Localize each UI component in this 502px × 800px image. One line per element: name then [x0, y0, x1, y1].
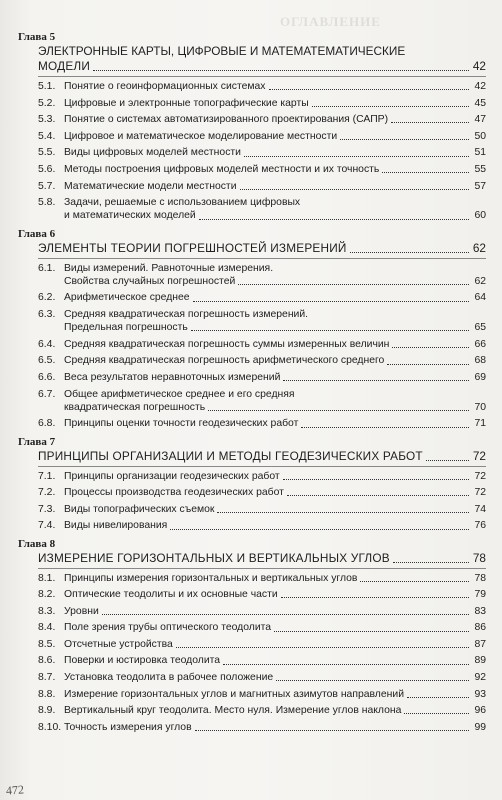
section-title: Виды цифровых моделей местности: [64, 147, 241, 159]
section-page-number: 92: [474, 672, 486, 684]
section-title: Средняя квадратическая погрешность измерений.: [64, 308, 309, 320]
section-number: 8.4.: [38, 622, 56, 634]
section-page-number: 99: [474, 721, 486, 733]
section-number: 6.5.: [38, 355, 56, 367]
section-page-number: 89: [474, 655, 486, 667]
dot-leader: [340, 139, 469, 140]
table-of-contents: [18, 30, 486, 738]
chapter-section: [18, 30, 486, 223]
toc-entry[interactable]: [38, 388, 486, 414]
section-page-number: 71: [474, 418, 486, 430]
chapter-page-number: 78: [472, 550, 486, 565]
dot-leader: [301, 427, 469, 428]
section-title: и математических моделей: [64, 210, 196, 222]
toc-entry[interactable]: [38, 503, 486, 516]
chapter-section: [18, 537, 486, 735]
section-title: Оптические теодолиты и их основные части: [64, 589, 278, 601]
section-title: Предельная погрешность: [64, 322, 188, 334]
section-title: Понятие о геоинформационных системах: [64, 81, 266, 92]
section-number: 5.3.: [38, 114, 56, 126]
toc-entry[interactable]: [38, 180, 486, 193]
section-title: Методы построения цифровых моделей местности и их точность: [64, 163, 380, 175]
section-page-number: 42: [474, 81, 486, 92]
section-number: 8.1.: [38, 572, 56, 584]
dot-leader: [240, 189, 470, 190]
chapter-title-text: ИЗМЕРЕНИЕ ГОРИЗОНТАЛЬНЫХ И ВЕРТИКАЛЬНЫХ УГЛОВ: [38, 550, 390, 565]
section-number: 5.7.: [38, 180, 56, 192]
toc-entry[interactable]: [38, 519, 486, 532]
section-list: [38, 262, 486, 431]
section-number: 5.2.: [38, 97, 56, 109]
section-number: 8.5.: [38, 638, 56, 650]
chapter-section: [18, 227, 486, 431]
dot-leader: [195, 730, 469, 731]
chapter-title-text: МОДЕЛИ: [38, 59, 91, 73]
section-page-number: 66: [474, 338, 486, 350]
toc-entry[interactable]: [38, 572, 486, 585]
section-page-number: 50: [474, 130, 486, 142]
section-page-number: 78: [474, 572, 486, 584]
section-title: Вертикальный круг теодолита. Место нуля. Измерение углов наклона: [64, 705, 402, 717]
section-list: [38, 572, 486, 735]
section-title: Принципы измерения горизонтальных и вертикальных углов: [64, 572, 358, 584]
dot-leader: [269, 89, 470, 90]
dot-leader: [244, 156, 469, 157]
section-page-number: 51: [474, 147, 486, 159]
section-title: Процессы производства геодезических работ: [64, 487, 284, 499]
chapter-section: [18, 435, 486, 533]
section-number: 5.5.: [38, 147, 56, 159]
section-page-number: 72: [474, 470, 486, 482]
toc-entry[interactable]: [38, 671, 486, 684]
chapter-rule: [38, 76, 486, 77]
chapter-title[interactable]: [38, 449, 486, 464]
section-page-number: 70: [474, 401, 486, 413]
section-title: Математические модели местности: [64, 180, 237, 192]
toc-entry[interactable]: [38, 163, 486, 176]
section-number: 7.4.: [38, 520, 56, 532]
chapter-title[interactable]: [38, 59, 486, 74]
toc-entry[interactable]: [38, 688, 486, 701]
toc-entry[interactable]: [38, 308, 486, 334]
section-title: Общее арифметическое среднее и его средняя: [64, 388, 295, 400]
section-page-number: 62: [474, 275, 486, 287]
dot-leader: [199, 219, 469, 220]
section-title: Свойства случайных погрешностей: [64, 275, 236, 287]
dot-leader: [350, 252, 469, 253]
section-page-number: 74: [474, 503, 486, 515]
dot-leader: [223, 664, 469, 665]
chapter-rule: [38, 568, 486, 569]
section-page-number: 83: [474, 605, 486, 617]
toc-entry[interactable]: [38, 113, 486, 126]
chapter-title-text: ЭЛЕКТРОННЫЕ КАРТЫ, ЦИФРОВЫЕ И МАТЕМАТЕМАТИЧЕСКИЕ: [38, 44, 406, 58]
toc-entry[interactable]: [38, 638, 486, 651]
section-number: 5.6.: [38, 163, 56, 175]
section-number: 8.2.: [38, 589, 56, 601]
section-page-number: 65: [474, 322, 486, 334]
section-title: Отсчетные устройства: [64, 638, 173, 650]
section-page-number: 76: [474, 520, 486, 532]
section-title: Виды топографических съемок: [64, 503, 215, 515]
section-page-number: 96: [474, 705, 486, 717]
toc-entry[interactable]: [38, 262, 486, 288]
section-title: Поверки и юстировка теодолита: [64, 655, 221, 667]
section-number: 8.3.: [38, 605, 56, 617]
dot-leader: [360, 581, 469, 582]
toc-entry[interactable]: [38, 196, 486, 222]
section-title: Принципы оценки точности геодезических работ: [64, 418, 299, 430]
dot-leader: [170, 529, 469, 530]
dot-leader: [392, 347, 469, 348]
toc-entry[interactable]: [38, 97, 486, 110]
section-number: 5.1.: [38, 81, 56, 92]
section-number: 6.4.: [38, 338, 56, 350]
section-page-number: 45: [474, 97, 486, 109]
dot-leader: [217, 512, 469, 513]
dot-leader: [393, 562, 469, 563]
dot-leader: [426, 460, 469, 461]
dot-leader: [193, 301, 469, 302]
section-number: 5.4.: [38, 130, 56, 142]
toc-entry[interactable]: [38, 486, 486, 499]
chapter-page-number: 62: [472, 240, 486, 255]
chapter-page-number: 72: [472, 448, 486, 463]
dot-leader: [102, 614, 469, 615]
chapter-rule: [38, 466, 486, 467]
dot-leader: [283, 380, 469, 381]
chapter-title-text: ЭЛЕМЕНТЫ ТЕОРИИ ПОГРЕШНОСТЕЙ ИЗМЕРЕНИЙ: [38, 240, 347, 255]
chapter-label: Глава 6: [18, 227, 56, 240]
dot-leader: [283, 479, 469, 480]
dot-leader: [404, 713, 469, 714]
dot-leader: [312, 106, 469, 107]
toc-entry[interactable]: [38, 354, 486, 367]
section-number: 7.2.: [38, 487, 56, 499]
section-title: Принципы организации геодезических работ: [64, 470, 280, 482]
section-title: Виды измерений. Равноточные измерения.: [64, 262, 274, 274]
section-number: 6.1.: [38, 262, 56, 274]
toc-entry[interactable]: [38, 704, 486, 717]
section-title: Средняя квадратическая погрешность арифметического среднего: [64, 355, 385, 367]
section-number: 5.8.: [38, 197, 56, 209]
section-title: Измерение горизонтальных углов и магнитных азимутов направлений: [64, 688, 404, 700]
toc-entry[interactable]: [38, 130, 486, 143]
dot-leader: [276, 680, 469, 681]
section-number: 8.7.: [38, 672, 56, 684]
chapter-title[interactable]: [38, 241, 486, 256]
toc-entry[interactable]: [38, 371, 486, 384]
page-number: 472: [5, 782, 25, 798]
section-number: 6.7.: [38, 388, 56, 400]
dot-leader: [407, 697, 469, 698]
chapter-title[interactable]: [38, 551, 486, 566]
section-page-number: 55: [474, 163, 486, 175]
chapter-label: Глава 8: [18, 537, 56, 550]
section-number: 8.9.: [38, 705, 56, 717]
section-title: Задачи, решаемые с использованием цифровых: [64, 197, 301, 209]
section-page-number: 64: [474, 292, 486, 304]
toc-entry[interactable]: [38, 588, 486, 601]
section-title: Установка теодолита в рабочее положение: [64, 672, 274, 684]
dot-leader: [176, 647, 469, 648]
toc-entry[interactable]: [38, 80, 486, 93]
dot-leader: [387, 364, 469, 365]
section-number: 6.2.: [38, 292, 56, 304]
section-number: 7.1.: [38, 470, 56, 482]
toc-entry[interactable]: [38, 605, 486, 618]
section-page-number: 60: [474, 210, 486, 222]
section-title: Веса результатов неравноточных измерений: [64, 371, 281, 383]
toc-entry[interactable]: [38, 470, 486, 483]
chapter-label: Глава 7: [18, 435, 56, 448]
dot-leader: [287, 495, 469, 496]
section-number: 6.3.: [38, 308, 56, 320]
chapter-title[interactable]: [38, 44, 486, 59]
section-number: 7.3.: [38, 503, 56, 515]
section-page-number: 86: [474, 622, 486, 634]
section-title: Точность измерения углов: [64, 721, 192, 733]
dot-leader: [281, 597, 469, 598]
section-number: 8.6.: [38, 655, 56, 667]
chapter-rule: [38, 258, 486, 259]
toc-entry[interactable]: [38, 146, 486, 159]
section-title: Средняя квадратическая погрешность суммы измеренных величин: [64, 338, 390, 350]
toc-entry[interactable]: [38, 654, 486, 667]
section-page-number: 69: [474, 371, 486, 383]
section-title: Уровни: [64, 605, 99, 617]
dot-leader: [191, 330, 469, 331]
section-title: Арифметическое среднее: [64, 292, 190, 304]
toc-entry[interactable]: [38, 621, 486, 634]
section-page-number: 93: [474, 688, 486, 700]
section-title: Поле зрения трубы оптического теодолита: [64, 622, 272, 634]
section-page-number: 47: [474, 114, 486, 126]
section-title: Цифровое и математическое моделирование местности: [64, 130, 338, 142]
dot-leader: [238, 284, 469, 285]
section-page-number: 87: [474, 638, 486, 650]
section-number: 6.8.: [38, 418, 56, 430]
section-number: 8.10.: [38, 721, 62, 733]
dot-leader: [391, 122, 469, 123]
section-page-number: 72: [474, 487, 486, 499]
section-list: [38, 80, 486, 223]
section-list: [38, 470, 486, 533]
dot-leader: [93, 70, 469, 71]
section-title: Виды нивелирования: [64, 520, 168, 532]
chapter-title-text: ПРИНЦИПЫ ОРГАНИЗАЦИИ И МЕТОДЫ ГЕОДЕЗИЧЕСКИХ РАБОТ: [38, 448, 423, 463]
toc-entry[interactable]: [38, 417, 486, 430]
section-page-number: 68: [474, 355, 486, 367]
section-number: 8.8.: [38, 688, 56, 700]
dot-leader: [208, 410, 469, 411]
chapter-page-number: 42: [472, 59, 486, 73]
section-title: квадратическая погрешность: [64, 401, 206, 413]
section-number: 6.6.: [38, 371, 56, 383]
section-title: Понятие о системах автоматизированного проектирования (САПР): [64, 114, 389, 126]
dot-leader: [382, 172, 469, 173]
bleed-through-text: ОГЛАВЛЕНИЕ: [280, 14, 381, 29]
toc-entry[interactable]: [38, 338, 486, 351]
section-page-number: 57: [474, 180, 486, 192]
chapter-label: Глава 5: [18, 31, 56, 43]
dot-leader: [274, 631, 469, 632]
section-page-number: 79: [474, 589, 486, 601]
toc-entry[interactable]: [38, 291, 486, 304]
section-title: Цифровые и электронные топографические карты: [64, 97, 309, 109]
toc-entry[interactable]: [38, 721, 486, 734]
